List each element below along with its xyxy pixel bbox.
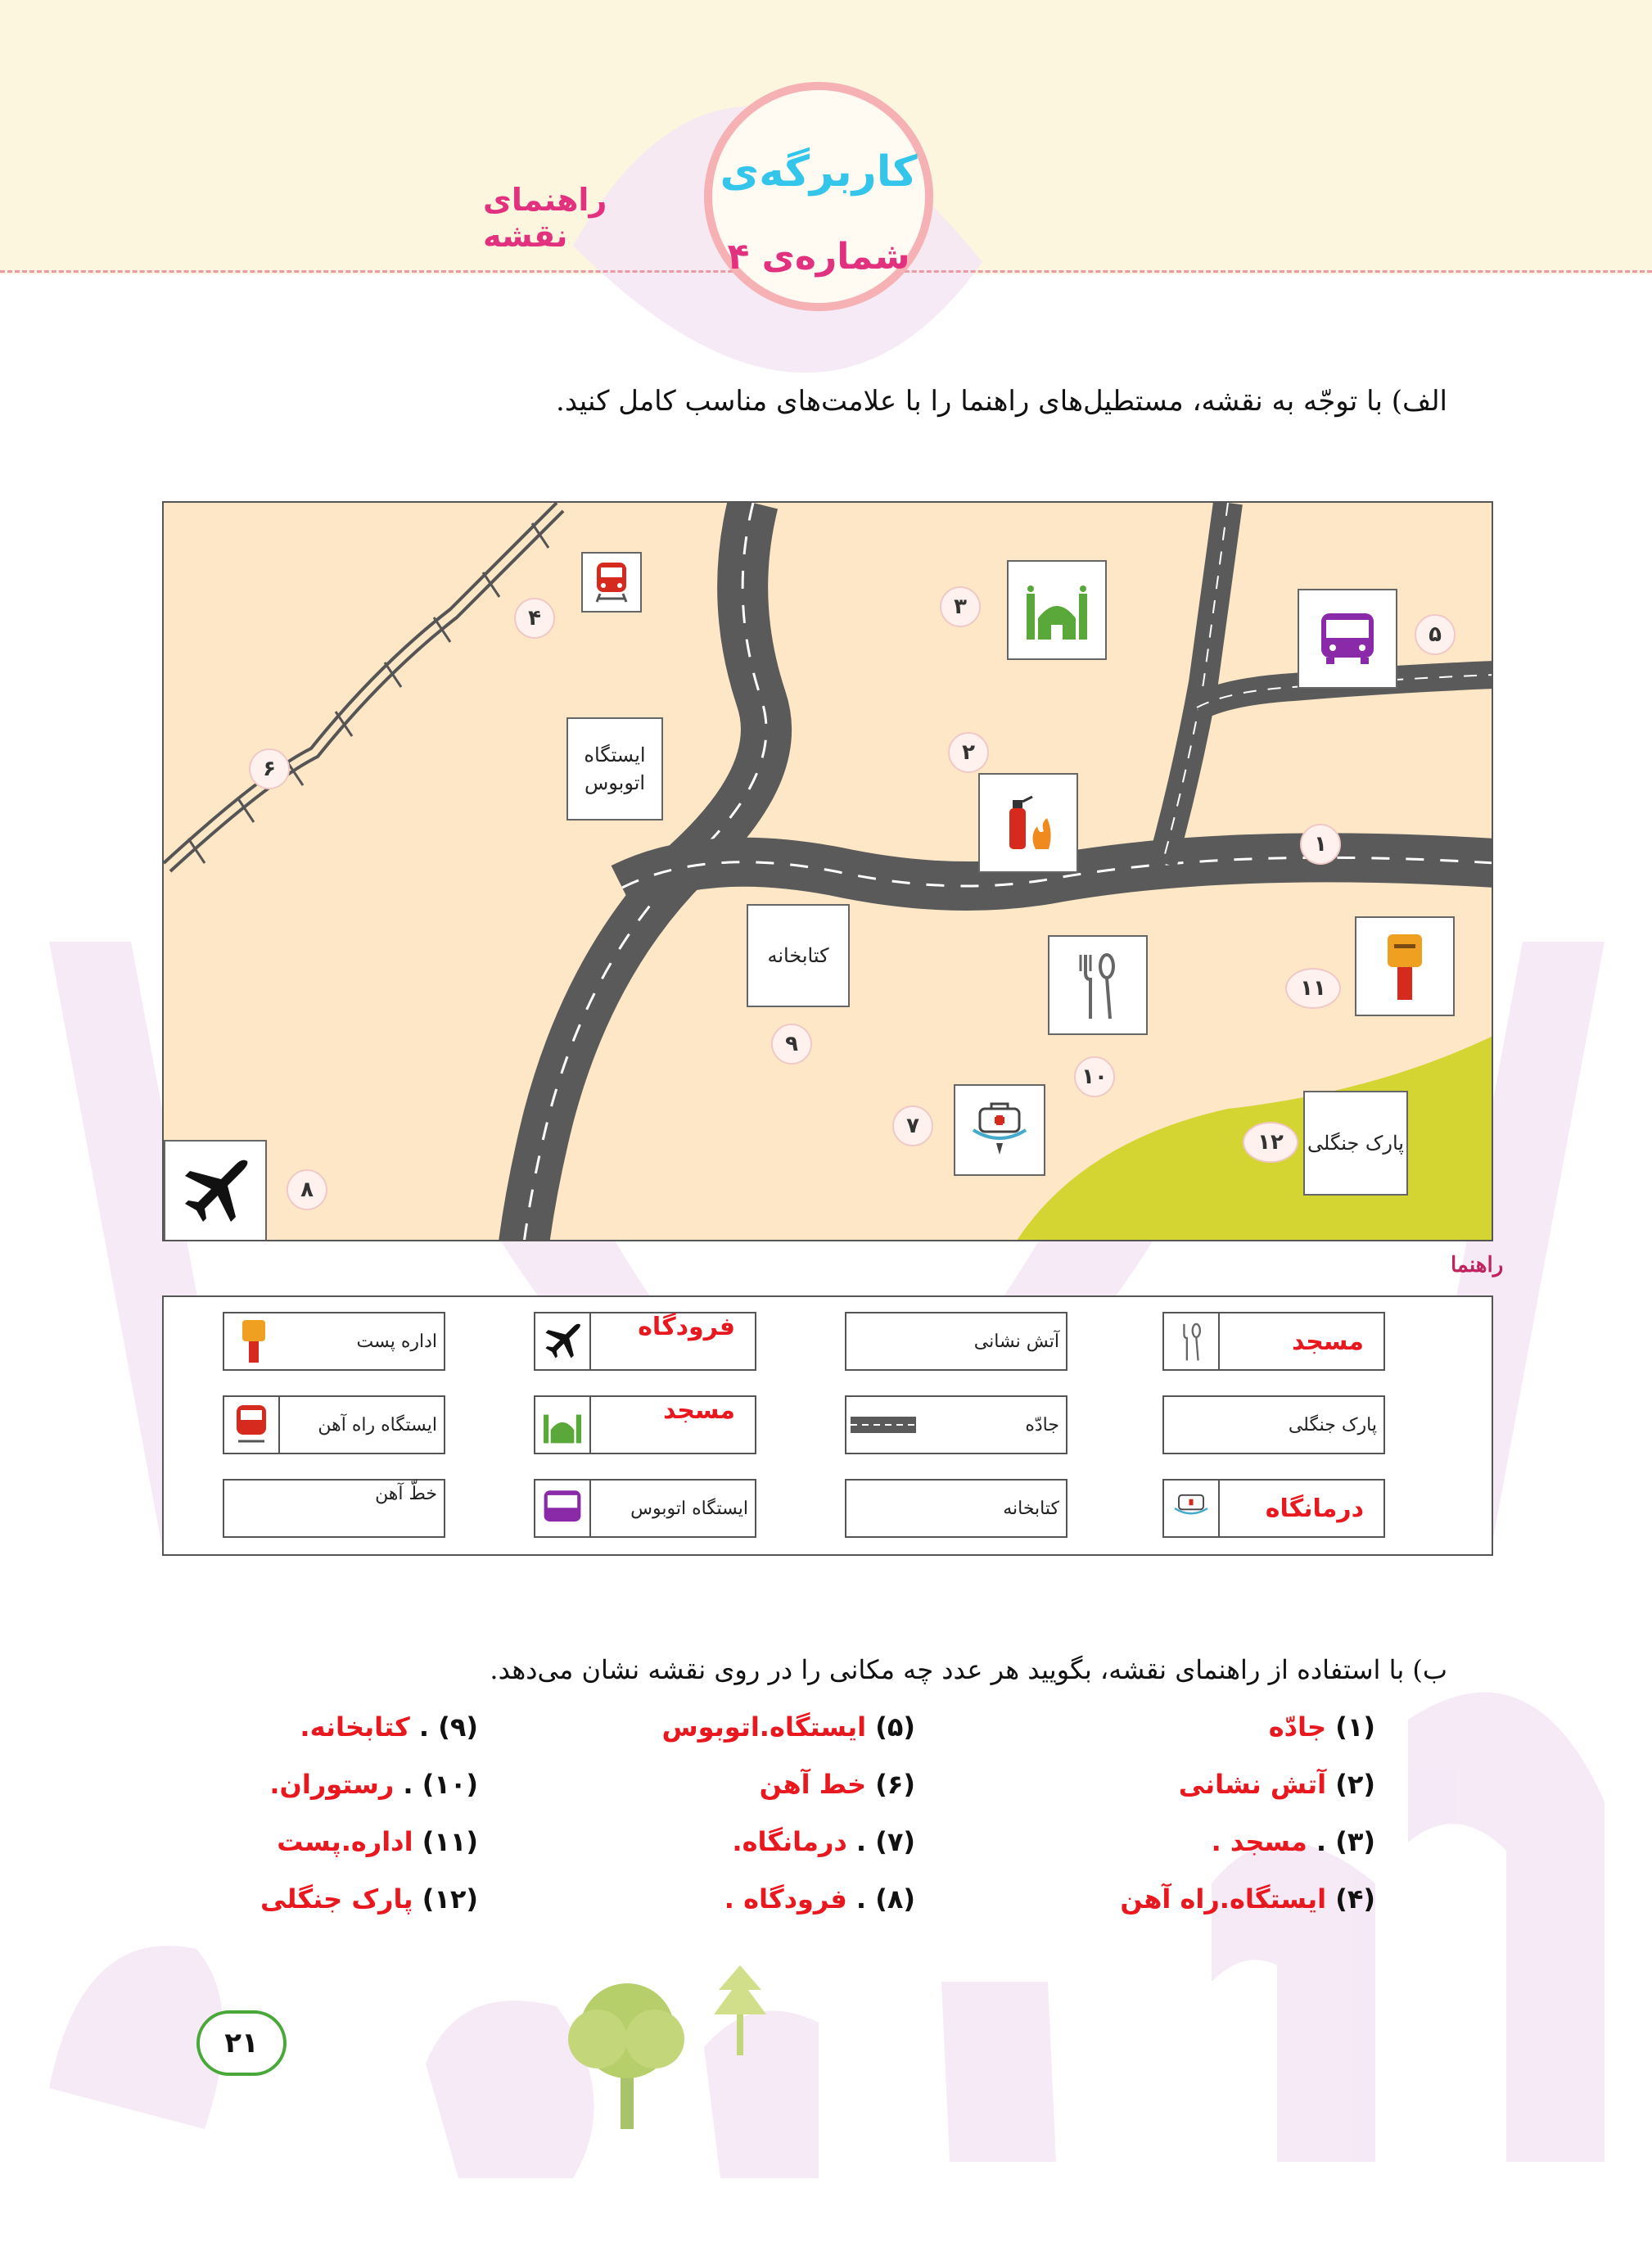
answer-8: (۸) . فرودگاه . bbox=[724, 1883, 915, 1915]
legend-cell-fire-station: آتش نشانی bbox=[845, 1312, 1067, 1371]
map-number-10: ۱۰ bbox=[1074, 1056, 1115, 1097]
mosque-icon bbox=[1020, 577, 1094, 643]
legend-cell-road: جادّه bbox=[845, 1395, 1067, 1454]
legend-cell-airport bbox=[534, 1312, 756, 1371]
clinic-icon bbox=[967, 1097, 1032, 1163]
trees-illustration bbox=[548, 1957, 827, 2137]
city-map bbox=[162, 501, 1493, 1241]
map-number-5: ۵ bbox=[1415, 614, 1456, 655]
map-number-6: ۶ bbox=[249, 748, 290, 789]
legend-answer-clinic: درمانگاه bbox=[1265, 1494, 1364, 1523]
map-number-8: ۸ bbox=[287, 1169, 327, 1210]
post-office-tile bbox=[1355, 916, 1455, 1016]
map-number-1: ۱ bbox=[1300, 824, 1341, 865]
legend-cell-post-office: اداره پست bbox=[223, 1312, 445, 1371]
map-number-2: ۲ bbox=[948, 732, 989, 773]
map-label-bus-station: ایستگاه اتوبوس bbox=[566, 717, 663, 821]
badge-title: کاربرگه‌ی bbox=[720, 147, 918, 197]
legend-cell-restaurant bbox=[1162, 1312, 1385, 1371]
airplane-icon bbox=[178, 1155, 252, 1228]
post-box-icon bbox=[228, 1317, 280, 1366]
train-icon bbox=[589, 559, 634, 605]
answer-11: (۱۱) اداره.پست bbox=[277, 1826, 478, 1857]
map-label-park: پارک جنگلی bbox=[1303, 1091, 1408, 1196]
bus-station-tile bbox=[1298, 589, 1397, 689]
bus-icon bbox=[1315, 610, 1380, 667]
map-number-3: ۳ bbox=[940, 586, 981, 627]
clinic-icon bbox=[1164, 1481, 1220, 1536]
legend-title: راهنما bbox=[1451, 1253, 1504, 1277]
answer-6: (۶) خط آهن bbox=[759, 1769, 915, 1800]
page-subtitle: راهنمای نقشه bbox=[483, 182, 607, 254]
answer-12: (۱۲) پارک جنگلی bbox=[260, 1883, 478, 1915]
legend-cell-park: پارک جنگلی bbox=[1162, 1395, 1385, 1454]
answer-2: (۲) آتش نشانی bbox=[1178, 1769, 1375, 1800]
airplane-icon bbox=[535, 1313, 591, 1369]
train-station-tile bbox=[581, 552, 642, 613]
legend-answer-mosque: مسجد bbox=[662, 1395, 735, 1425]
legend-cell-train-station: ایستگاه راه آهن bbox=[223, 1395, 445, 1454]
map-legend bbox=[162, 1295, 1493, 1556]
legend-answer-restaurant: مسجد bbox=[1291, 1327, 1364, 1356]
clinic-tile bbox=[954, 1084, 1045, 1176]
map-label-library: کتابخانه bbox=[747, 904, 850, 1007]
train-icon bbox=[224, 1397, 280, 1453]
answer-4: (۴) ایستگاه.راه آهن bbox=[1120, 1883, 1375, 1915]
worksheet-badge bbox=[704, 82, 933, 311]
answer-10: (۱۰) . رستوران. bbox=[269, 1769, 478, 1800]
part-b-instruction: ب) با استفاده از راهنمای نقشه، بگویید هر عدد چه مکانی را در روی نقشه نشان می‌دهد. bbox=[490, 1654, 1447, 1685]
answer-9: (۹) . کتابخانه. bbox=[300, 1711, 478, 1743]
mosque-tile bbox=[1007, 560, 1107, 660]
answer-1: (۱) جادّه bbox=[1268, 1711, 1375, 1743]
legend-cell-library: کتابخانه bbox=[845, 1479, 1067, 1538]
answer-5: (۵) ایستگاه.اتوبوس bbox=[661, 1711, 915, 1743]
bus-icon bbox=[535, 1481, 591, 1536]
legend-cell-bus-station: ایستگاه اتوبوس bbox=[534, 1479, 756, 1538]
fork-spoon-icon bbox=[1069, 948, 1126, 1022]
map-number-11: ۱۱ bbox=[1285, 968, 1341, 1009]
legend-cell-railway: خطّ آهن bbox=[223, 1479, 445, 1538]
answer-3: (۳) . مسجد . bbox=[1211, 1826, 1375, 1857]
fire-extinguisher-icon bbox=[1000, 790, 1057, 856]
fork-spoon-icon bbox=[1164, 1313, 1220, 1369]
page-number: ۲۱ bbox=[196, 2010, 287, 2076]
legend-answer-airport: فرودگاه bbox=[638, 1312, 735, 1341]
airport-tile bbox=[164, 1140, 267, 1241]
map-number-4: ۴ bbox=[514, 598, 555, 639]
map-number-7: ۷ bbox=[892, 1105, 933, 1146]
map-number-9: ۹ bbox=[771, 1024, 812, 1065]
restaurant-tile bbox=[1048, 935, 1148, 1035]
legend-cell-mosque bbox=[534, 1395, 756, 1454]
part-a-instruction: الف) با توجّه به نقشه، مستطیل‌های راهنما را با علامت‌های مناسب کامل کنید. bbox=[556, 385, 1447, 418]
badge-number: شماره‌ی ۴ bbox=[727, 236, 910, 278]
road-icon bbox=[846, 1400, 920, 1449]
answer-7: (۷) . درمانگاه. bbox=[732, 1826, 915, 1857]
legend-cell-clinic bbox=[1162, 1479, 1385, 1538]
fire-station-tile bbox=[978, 773, 1078, 873]
map-number-12: ۱۲ bbox=[1243, 1122, 1298, 1163]
mosque-icon bbox=[535, 1397, 591, 1453]
post-box-icon bbox=[1376, 929, 1433, 1003]
